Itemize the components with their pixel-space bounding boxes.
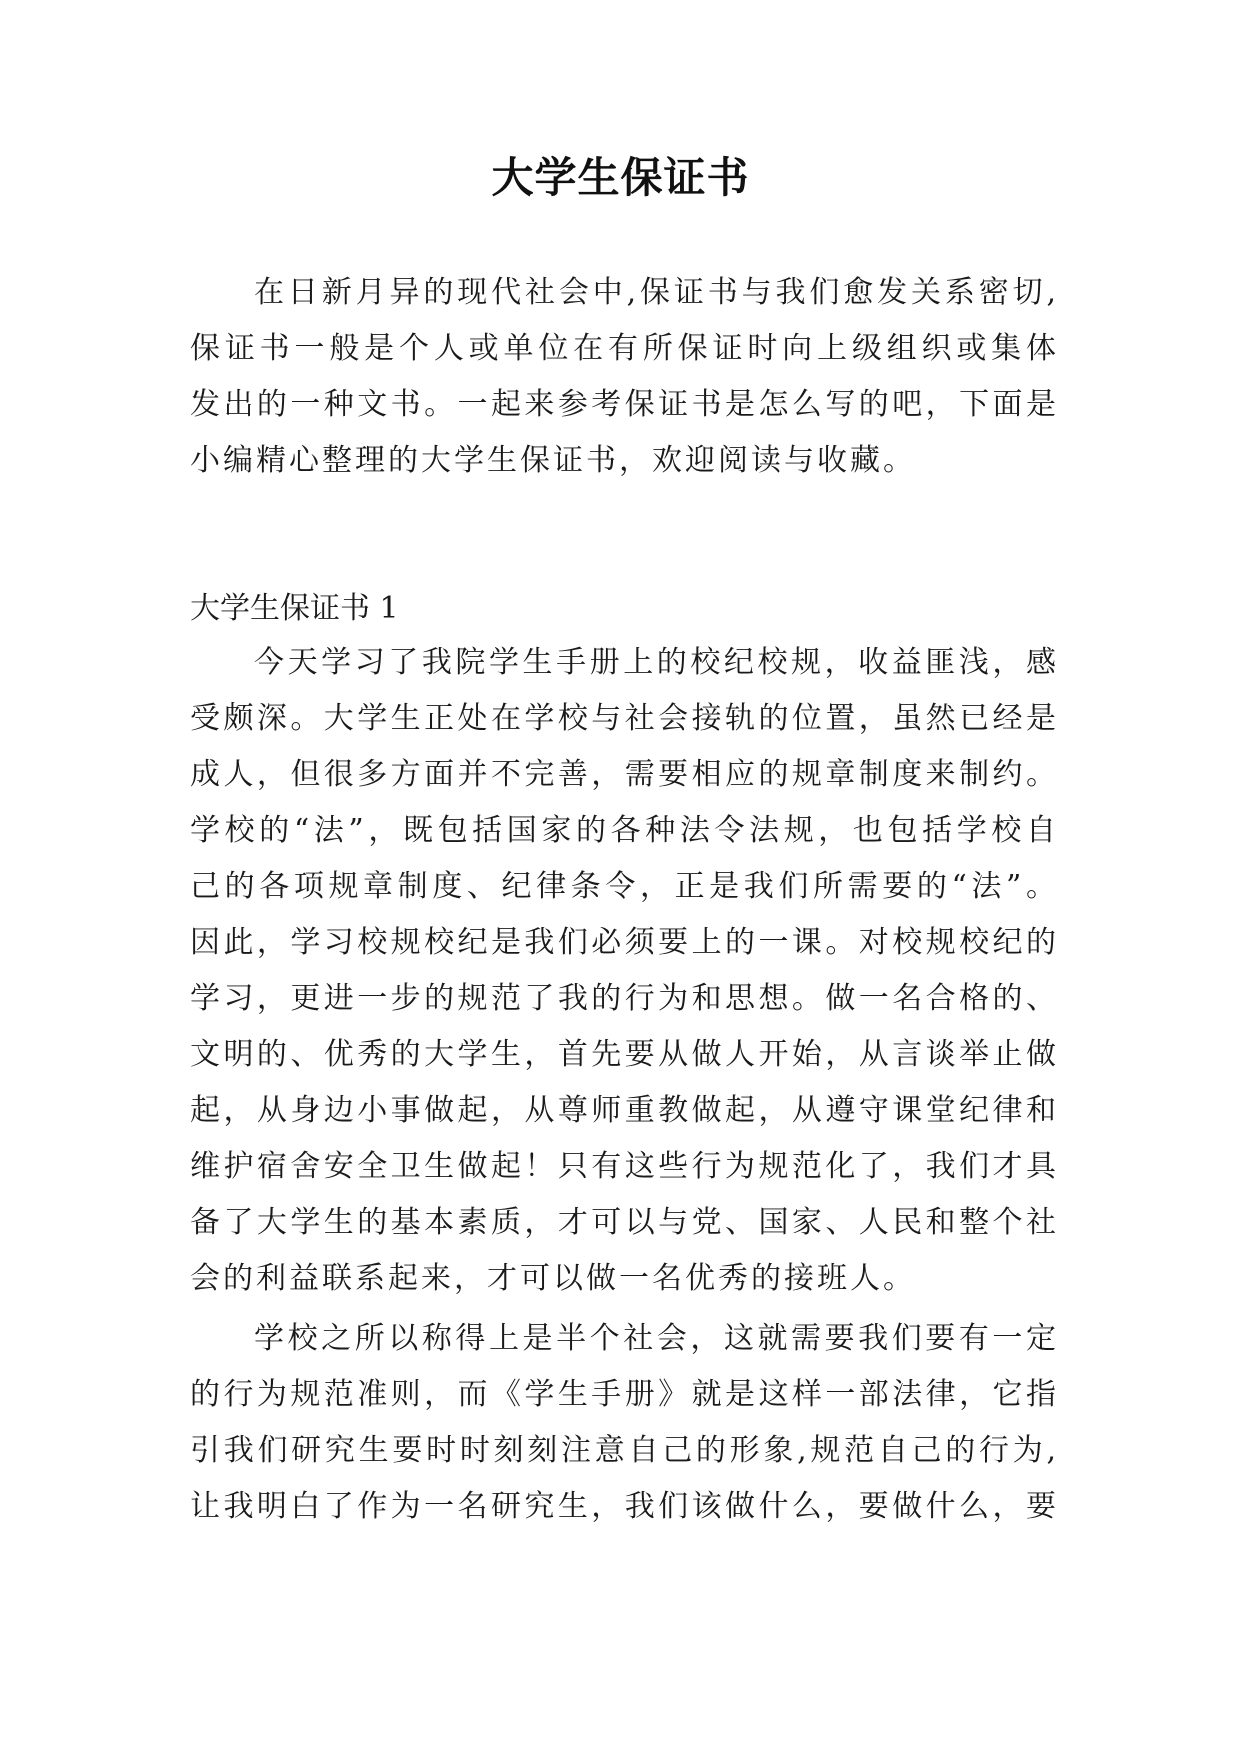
paragraph-2 [190,1311,1056,1535]
text-line: 备了大学生的基本素质，才可以与党、国家、人民和整个社 [190,1205,1056,1240]
text-line: 今天学习了我院学生手册上的校纪校规，收益匪浅，感 [254,645,1056,680]
text-line: 引我们研究生要时时刻刻注意自己的形象,规范自己的行为, [190,1433,1056,1468]
text-line: 小编精心整理的大学生保证书，欢迎阅读与收藏。 [190,443,916,478]
intro-paragraph [190,265,1056,489]
text-line: 发出的一种文书。一起来参考保证书是怎么写的吧，下面是 [190,387,1056,422]
text-line: 因此，学习校规校纪是我们必须要上的一课。对校规校纪的 [190,925,1056,960]
text-line: 让我明白了作为一名研究生，我们该做什么，要做什么，要 [190,1489,1056,1524]
section-heading: 大学生保证书 1 [190,591,399,626]
text-line: 学校之所以称得上是半个社会，这就需要我们要有一定 [254,1321,1056,1356]
text-line: 保证书一般是个人或单位在有所保证时向上级组织或集体 [190,331,1056,366]
text-line: 起，从身边小事做起，从尊师重教做起，从遵守课堂纪律和 [190,1093,1056,1128]
text-line: 受颇深。大学生正处在学校与社会接轨的位置，虽然已经是 [190,701,1056,736]
text-line: 学校的“法”，既包括国家的各种法令法规，也包括学校自 [190,813,1056,848]
text-line: 成人，但很多方面并不完善，需要相应的规章制度来制约。 [190,757,1056,792]
paragraph-1 [190,635,1056,1307]
text-line: 己的各项规章制度、纪律条令，正是我们所需要的“法”。 [190,869,1056,904]
text-line: 维护宿舍安全卫生做起！只有这些行为规范化了，我们才具 [190,1149,1056,1184]
text-line: 在日新月异的现代社会中,保证书与我们愈发关系密切, [254,275,1056,310]
text-line: 会的利益联系起来，才可以做一名优秀的接班人。 [190,1261,916,1296]
text-line: 文明的、优秀的大学生，首先要从做人开始，从言谈举止做 [190,1037,1056,1072]
document-title: 大学生保证书 [491,153,750,202]
text-line: 的行为规范准则，而《学生手册》就是这样一部法律，它指 [190,1377,1056,1412]
text-line: 学习，更进一步的规范了我的行为和思想。做一名合格的、 [190,981,1056,1016]
